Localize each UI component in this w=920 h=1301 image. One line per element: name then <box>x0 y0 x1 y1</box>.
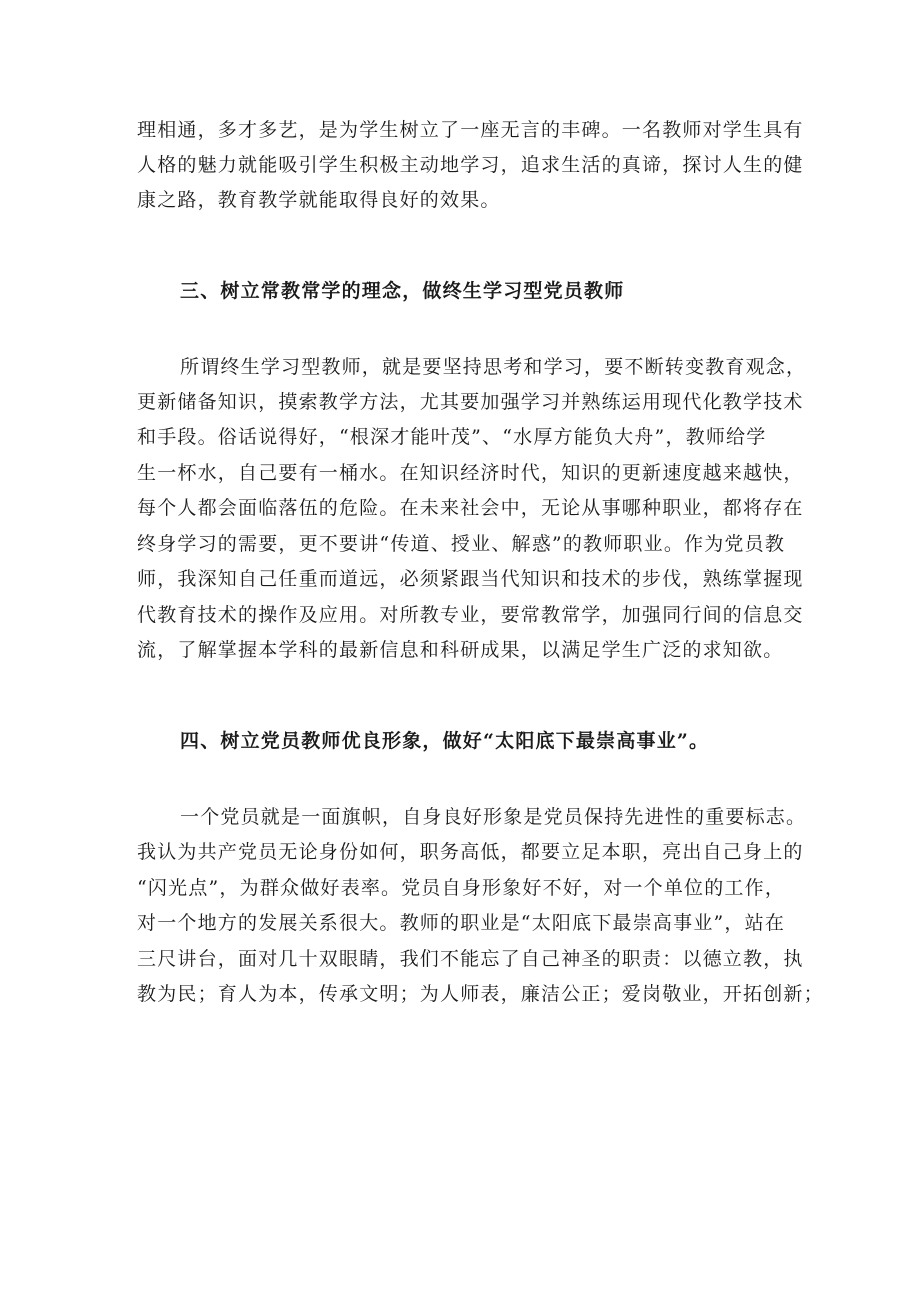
paragraph-2-line-7: 师，我深知自己任重而道远，必须紧跟当代知识和技术的步伐，熟练掌握现 <box>137 568 804 590</box>
paragraph-2-line-3: 和手段。俗话说得好，“根深才能叶茂”、“水厚方能负大舟”，教师给学 <box>137 426 767 448</box>
paragraph-2-line-9: 流，了解掌握本学科的最新信息和科研成果，以满足学生广泛的求知欲。 <box>137 639 784 661</box>
paragraph-2-line-8: 代教育技术的操作及应用。对所教专业，要常教常学，加强同行间的信息交 <box>137 604 804 626</box>
paragraph-2-line-5: 每个人都会面临落伍的危险。在未来社会中，无论从事哪种职业，都将存在 <box>137 497 804 519</box>
paragraph-1-line-1: 理相通，多才多艺，是为学生树立了一座无言的丰碑。一名教师对学生具有 <box>137 119 804 141</box>
paragraph-2-line-2: 更新储备知识，摸索教学方法，尤其要加强学习并熟练运用现代化教学技术 <box>137 391 804 413</box>
paragraph-3-line-4: 对一个地方的发展关系很大。教师的职业是“太阳底下最崇高事业”，站在 <box>137 912 786 934</box>
paragraph-2-line-4: 生一杯水，自己要有一桶水。在知识经济时代，知识的更新速度越来越快， <box>137 462 804 484</box>
section-heading-3: 三、树立常教常学的理念，做终生学习型党员教师 <box>180 280 625 302</box>
paragraph-3-line-6: 教为民；育人为本，传承文明；为人师表，廉洁公正；爱岗敬业，开拓创新； <box>137 983 824 1005</box>
paragraph-2-line-6: 终身学习的需要，更不要讲“传道、授业、解惑”的教师职业。作为党员教 <box>137 533 786 555</box>
paragraph-3-line-3: “闪光点”，为群众做好表率。党员自身形象好不好，对一个单位的工作， <box>137 877 786 899</box>
paragraph-1-line-2: 人格的魅力就能吸引学生积极主动地学习，追求生活的真谛，探讨人生的健 <box>137 154 804 176</box>
paragraph-3-line-2: 我认为共产党员无论身份如何，职务高低，都要立足本职，亮出自己身上的 <box>137 841 804 863</box>
section-heading-4: 四、树立党员教师优良形象，做好“太阳底下最崇高事业”。 <box>180 730 710 752</box>
paragraph-2-line-1: 所谓终生学习型教师，就是要坚持思考和学习，要不断转变教育观念， <box>180 356 807 378</box>
paragraph-1-line-3: 康之路，教育教学就能取得良好的效果。 <box>137 189 501 211</box>
paragraph-3-line-1: 一个党员就是一面旗帜，自身良好形象是党员保持先进性的重要标志。 <box>180 806 807 828</box>
paragraph-3-line-5: 三尺讲台，面对几十双眼睛，我们不能忘了自己神圣的职责：以德立教，执 <box>137 948 804 970</box>
